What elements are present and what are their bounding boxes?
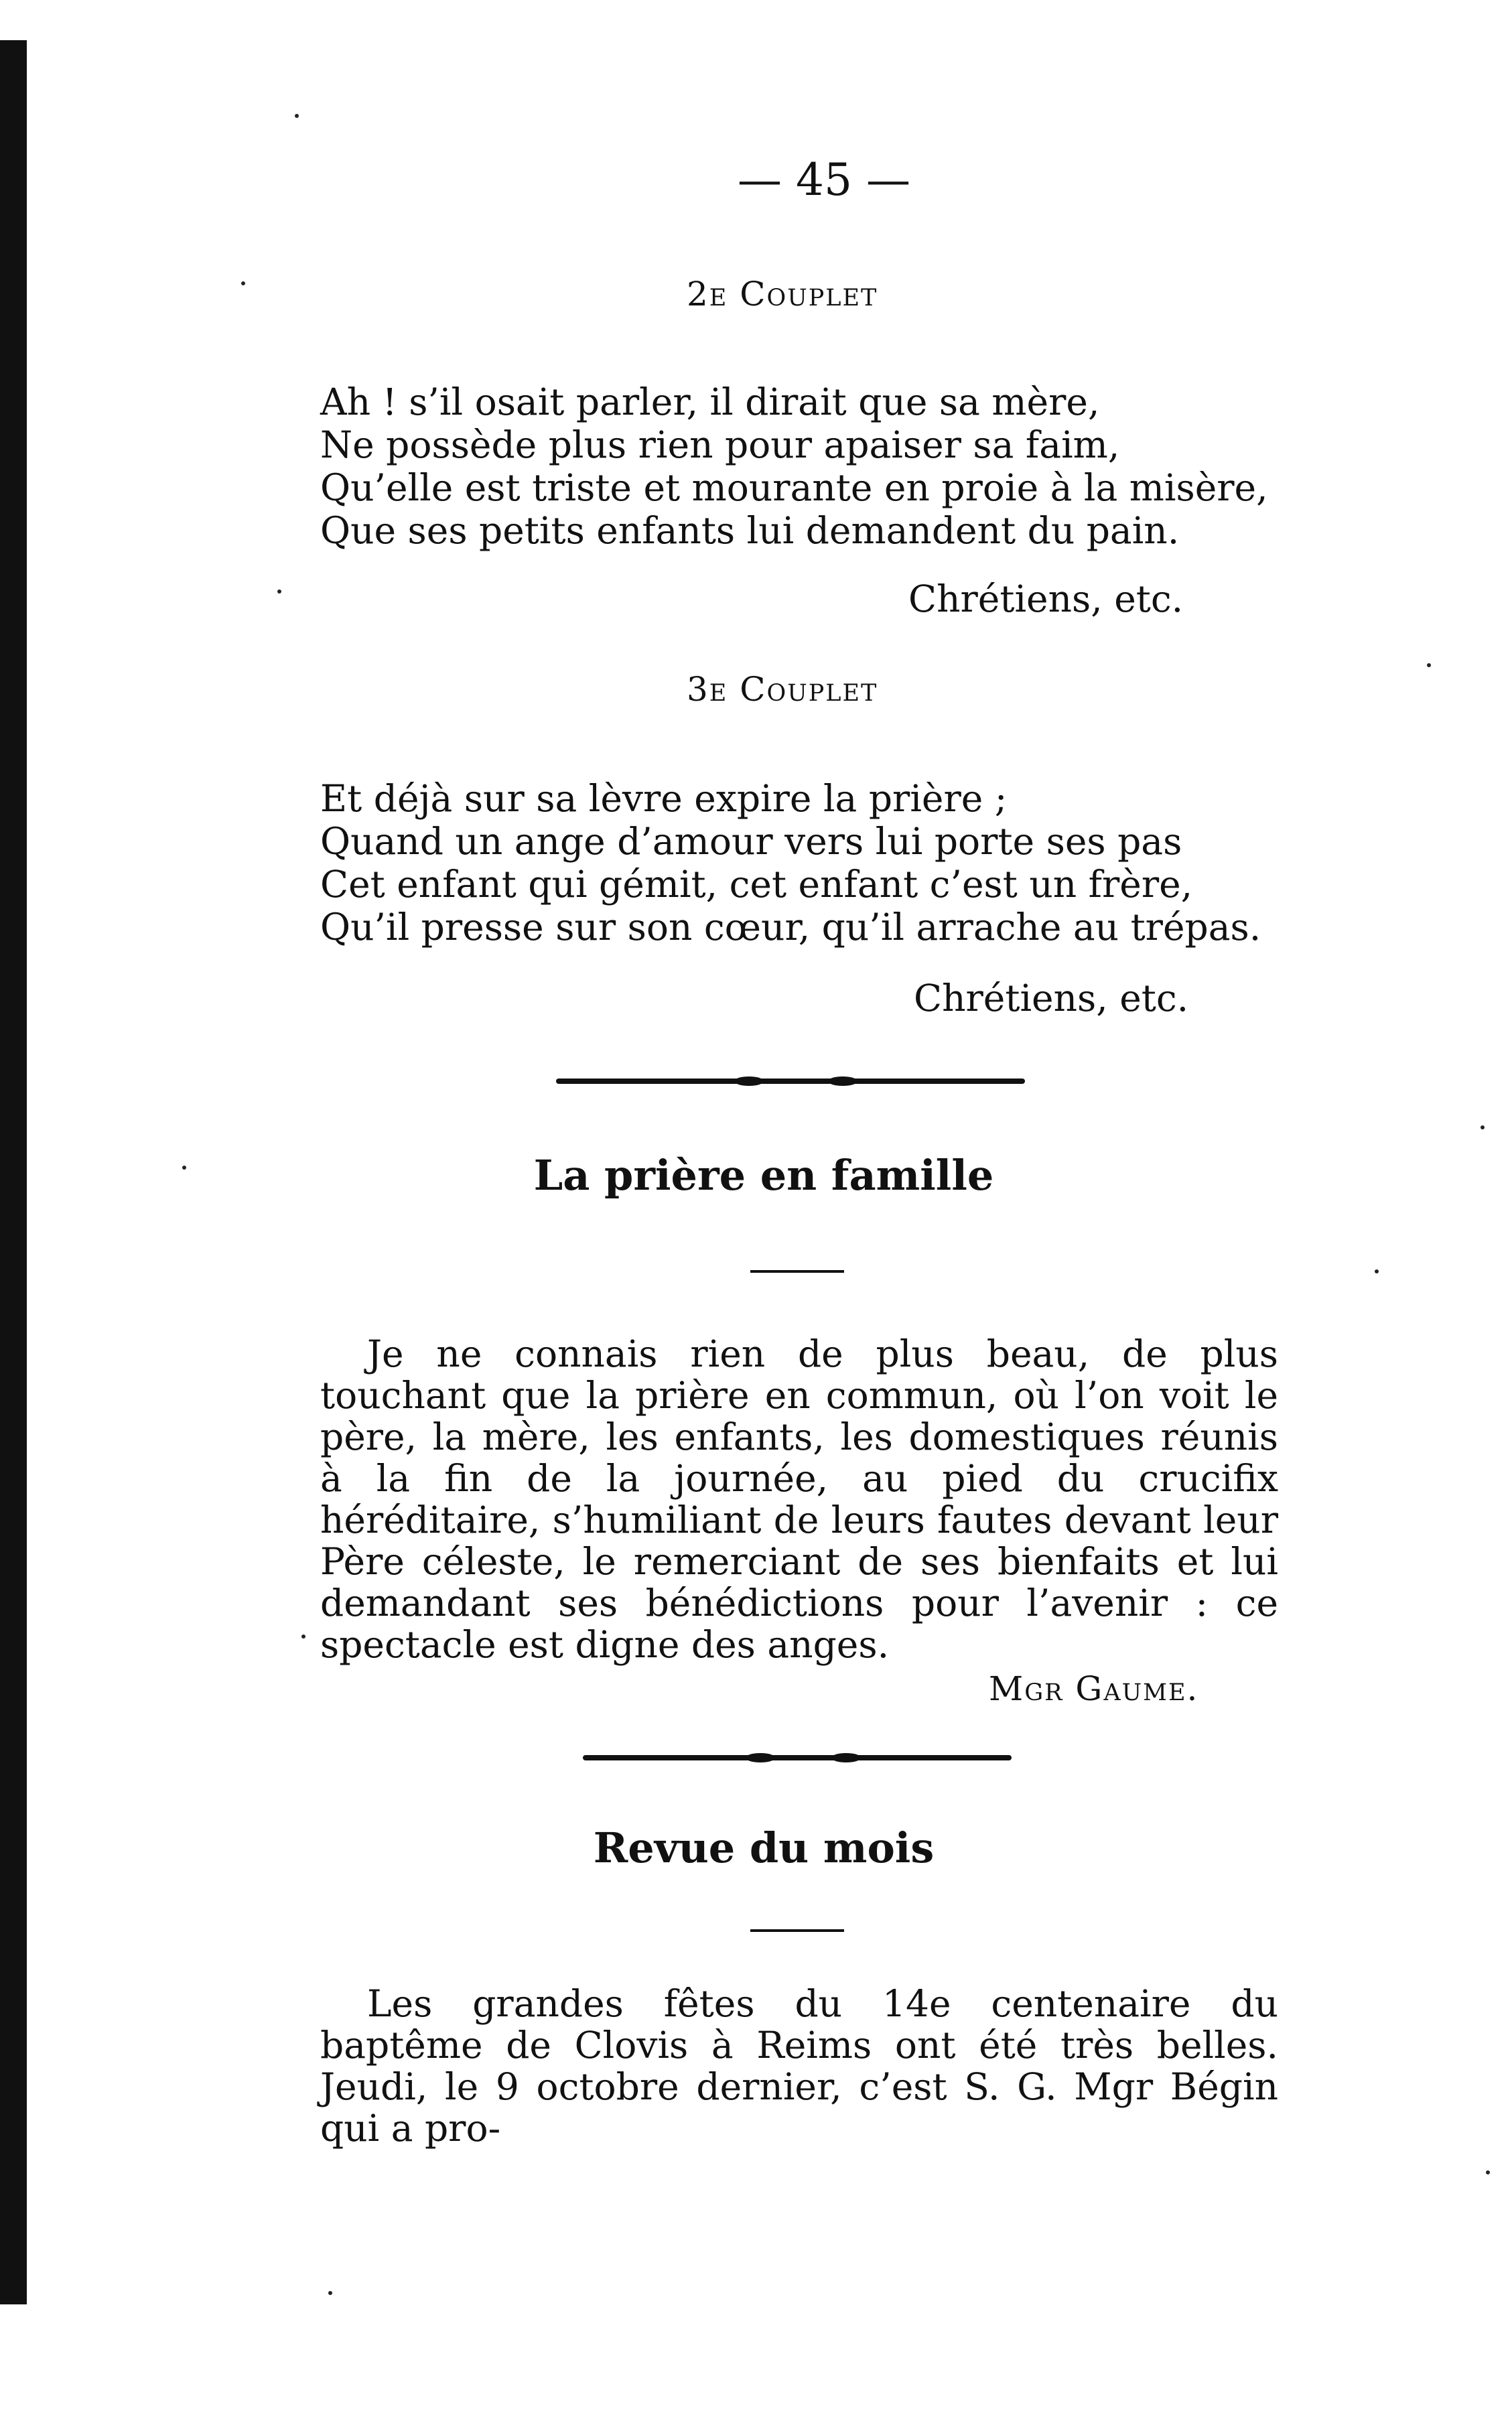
verse-line: Qu’elle est triste et mourante en proie à la misère, — [320, 466, 1268, 509]
page-binding-edge — [0, 40, 27, 2304]
scan-speck — [295, 114, 299, 118]
section-title-priere: La prière en famille — [533, 1151, 994, 1200]
scan-speck — [1481, 1125, 1485, 1129]
scan-speck — [1486, 2170, 1490, 2174]
ornamental-divider — [583, 1755, 1012, 1760]
couplet-2-refrain: Chrétiens, etc. — [908, 577, 1184, 620]
couplet-2-heading: 2e Couplet — [687, 275, 878, 314]
verse-line: Que ses petits enfants lui demandent du pain. — [320, 509, 1180, 552]
verse-line: Cet enfant qui gémit, cet enfant c’est un frère, — [320, 863, 1193, 906]
title-underline — [750, 1929, 844, 1932]
scan-speck — [1427, 663, 1431, 667]
couplet-3-refrain: Chrétiens, etc. — [914, 977, 1189, 1020]
couplet-2-verse — [320, 380, 1285, 552]
scan-speck — [277, 589, 281, 594]
page-number: — 45 — — [738, 154, 910, 206]
verse-line: Ah ! s’il osait parler, il dirait que sa mère, — [320, 380, 1100, 423]
scan-speck — [1375, 1269, 1379, 1273]
title-underline — [750, 1270, 844, 1273]
verse-line: Ne possède plus rien pour apaiser sa faim, — [320, 423, 1120, 466]
couplet-3-verse — [320, 777, 1285, 949]
scan-speck — [182, 1166, 186, 1170]
verse-line: Qu’il presse sur son cœur, qu’il arrache au trépas. — [320, 906, 1261, 949]
verse-line: Et déjà sur sa lèvre expire la prière ; — [320, 777, 1008, 820]
scan-speck — [241, 281, 245, 285]
section-title-revue: Revue du mois — [593, 1823, 935, 1872]
verse-line: Quand un ange d’amour vers lui porte ses pas — [320, 820, 1182, 863]
priere-paragraph: Je ne connais rien de plus beau, de plus touchant que la prière en commun, où l’on voit le père, la mère, les enfants, les domestiques réunis à la fin de la journée, au pied du crucifix héréditaire, s’humiliant de leurs fautes devant leur Père céleste, le remerciant de ses bienfaits et lui demandant ses bénédictions pour l’avenir : ce spectacle est digne des anges. — [320, 1332, 1278, 1666]
scan-speck — [328, 2291, 332, 2295]
ornamental-divider — [556, 1079, 1025, 1084]
scan-speck — [301, 1635, 305, 1639]
revue-paragraph: Les grandes fêtes du 14e centenaire du baptême de Clovis à Reims ont été très belles. Jeudi, le 9 octobre dernier, c’est S. G. Mgr Bégin qui a pro- — [320, 1982, 1278, 2150]
author-signature: Mgr Gaume. — [989, 1669, 1199, 1708]
couplet-3-heading: 3e Couplet — [687, 670, 878, 709]
